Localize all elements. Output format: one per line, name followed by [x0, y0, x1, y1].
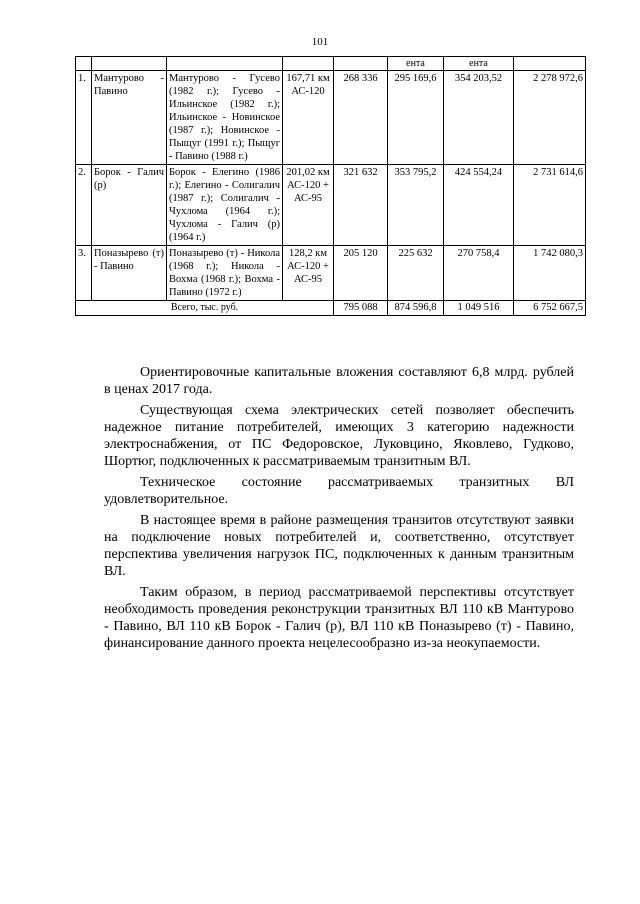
page-number: 101 [311, 36, 329, 48]
cost-value: 205 120 [334, 246, 388, 301]
row-number: 3. [76, 246, 92, 301]
line-name: Поназырево (т) - Павино [92, 246, 167, 301]
cost-value: 295 169,6 [388, 71, 444, 165]
line-length: 167,71 км АС-120 [283, 71, 334, 165]
cost-value: 321 632 [334, 165, 388, 246]
total-label: Всего, тыс. руб. [76, 301, 334, 316]
paragraph: В настоящее время в районе размещения транзитов отсутствуют заявки на подключение новых потребителей и, соответственно, отсутствует перспектива увеличения нагрузок ПС, подключенных к данным транзитным ВЛ. [104, 513, 574, 579]
total-value: 1 049 516 [444, 301, 514, 316]
cost-value: 268 336 [334, 71, 388, 165]
paragraph: Таким образом, в период рассматриваемой перспективы отсутствует необходимость проведения реконструкции транзитных ВЛ 110 кВ Мантурово - Павино, ВЛ 110 кВ Борок - Галич (р), ВЛ 110 кВ Поназырево (т) - Павино, финансирование данного проекта нецелесообразно из-за неокупаемости. [104, 585, 574, 651]
table-row [76, 165, 586, 246]
cost-value: 225 632 [388, 246, 444, 301]
line-name: Мантурово - Павино [92, 71, 167, 165]
header-cell [514, 57, 586, 71]
line-name: Борок - Галич (р) [92, 165, 167, 246]
row-number: 1. [76, 71, 92, 165]
row-number: 2. [76, 165, 92, 246]
table-header-row [76, 57, 586, 71]
paragraph: Существующая схема электрических сетей позволяет обеспечить надежное питание потребителей, имеющих 3 категорию надежности электроснабжения, от ПС Федоровское, Луковцино, Яковлево, Гудково, Шортюг, подключенных к рассматриваемым транзитным ВЛ. [104, 403, 574, 469]
total-value: 795 088 [334, 301, 388, 316]
paragraph: Ориентировочные капитальные вложения составляют 6,8 млрд. рублей в ценах 2017 года. [104, 365, 574, 397]
paragraph: Техническое состояние рассматриваемых транзитных ВЛ удовлетворительное. [104, 475, 574, 507]
cost-value: 2 731 614,6 [514, 165, 586, 246]
total-value: 874 596,8 [388, 301, 444, 316]
cost-value: 2 278 972,6 [514, 71, 586, 165]
header-cell: ента [388, 57, 444, 71]
cost-value: 424 554,24 [444, 165, 514, 246]
table-row [76, 246, 586, 301]
line-length: 201,02 км АС-120 + АС-95 [283, 165, 334, 246]
total-value: 6 752 667,5 [514, 301, 586, 316]
line-sections: Мантурово - Гусево (1982 г.); Гусево - Ильинское (1982 г.); Ильинское - Новинское (1987 г.); Новинское - Пыщуг (1991 г.); Пыщуг - Павино (1988 г.) [167, 71, 283, 165]
header-cell [167, 57, 283, 71]
line-sections: Поназырево (т) - Никола (1968 г.); Никола - Вохма (1968 г.); Вохма - Павино (1972 г.) [167, 246, 283, 301]
body-text [104, 364, 574, 652]
transit-lines-table [75, 56, 586, 316]
line-length: 128,2 км АС-120 + АС-95 [283, 246, 334, 301]
cost-value: 1 742 080,3 [514, 246, 586, 301]
header-cell [283, 57, 334, 71]
cost-value: 354 203,52 [444, 71, 514, 165]
total-row [76, 301, 586, 316]
cost-value: 270 758,4 [444, 246, 514, 301]
table-row [76, 71, 586, 165]
line-sections: Борок - Елегино (1986 г.); Елегино - Солигалич (1987 г.); Солигалич - Чухлома (1964 г.); Чухлома - Галич (р) (1964 г.) [167, 165, 283, 246]
cost-value: 353 795,2 [388, 165, 444, 246]
header-cell [92, 57, 167, 71]
header-cell: ента [444, 57, 514, 71]
header-cell [76, 57, 92, 71]
header-cell [334, 57, 388, 71]
